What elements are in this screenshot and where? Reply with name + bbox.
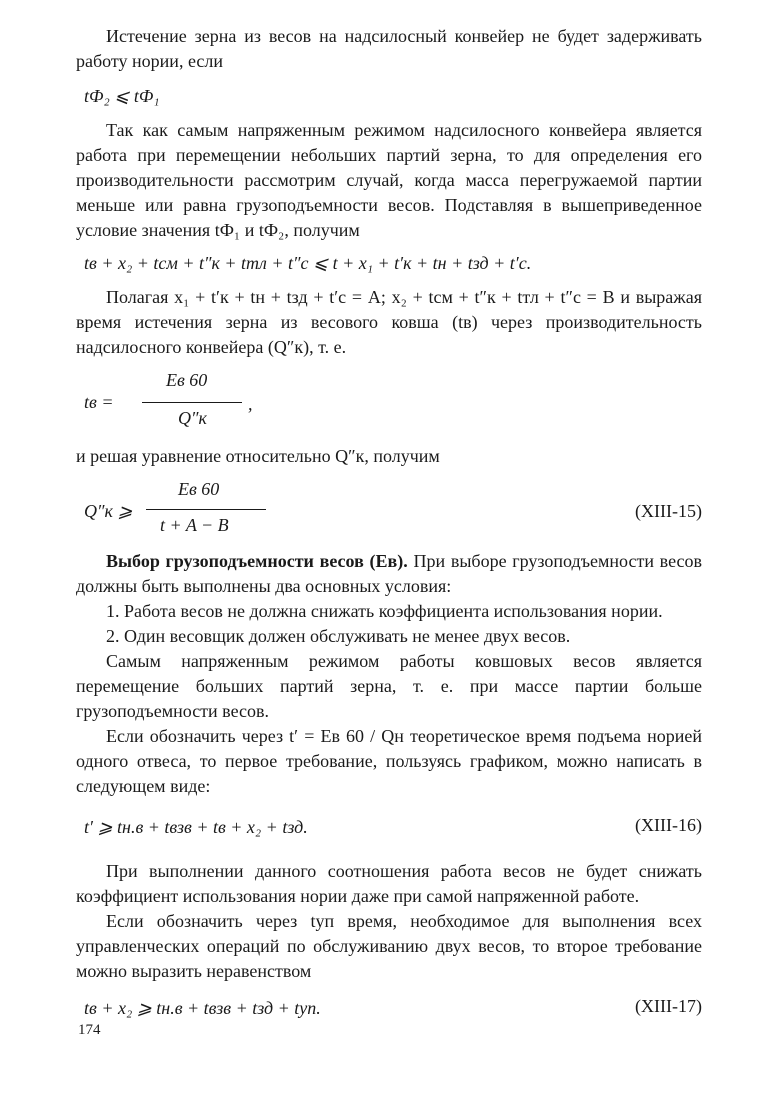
- formula-2-text: tв + x₂ + tсм + t″к + tтл + t″с ⩽ t + x₁ + t′к + tн + tзд + t′с.: [84, 253, 532, 273]
- paragraph-4: и решая уравнение относительно Q″к, получим: [76, 446, 440, 466]
- formula-2: [76, 243, 702, 285]
- fraction-bar: [146, 509, 266, 510]
- formula-1-text: tФ₂ ⩽ tФ₁: [84, 86, 160, 106]
- formula-4: [76, 469, 702, 549]
- formula-4-lhs: Q″к ⩾: [84, 501, 133, 521]
- paragraph-5-text: При выборе грузоподъемности весов должны быть выполнены два основных условия:: [76, 551, 702, 596]
- paragraph-2: Так как самым напряженным режимом надсилосного конвейера является работа при перемещении небольших партий зерна, то для определения его производительности рассмотрим случай, когда масса перегружаемой партии меньше или равна грузоподъемности весов. Подставляя в вышеприведенное условие значения tФ₁ и tФ₂, получим: [76, 120, 702, 240]
- paragraph-6: 1. Работа весов не должна снижать коэффициента использования нории.: [106, 601, 663, 621]
- paragraph-5: [76, 549, 702, 599]
- formula-3-lhs: tв =: [84, 392, 114, 412]
- fraction-bar: [142, 402, 242, 403]
- formula-4-denominator: t + A − B: [160, 515, 229, 535]
- formula-3-numerator: Eв 60: [166, 370, 208, 390]
- formula-6-text: tв + x₂ ⩾ tн.в + tвзв + tзд + tуп.: [84, 998, 321, 1018]
- formula-4-numerator: Eв 60: [178, 479, 220, 499]
- formula-3: [76, 360, 702, 444]
- paragraph-7: 2. Один весовщик должен обслуживать не менее двух весов.: [106, 626, 571, 646]
- formula-6: [76, 984, 702, 1028]
- formula-3-tail: ,: [248, 394, 253, 414]
- paragraph-1: Истечение зерна из весов на надсилосный конвейер не будет задерживать работу нории, если: [76, 26, 702, 71]
- equation-number: (XIII-15): [635, 501, 702, 521]
- equation-number: (XIII-17): [635, 996, 702, 1016]
- page-number: 174: [78, 1022, 101, 1038]
- section-heading: Выбор грузоподъемности весов (Eв).: [106, 551, 408, 571]
- text-column: [76, 24, 702, 1028]
- formula-5: [76, 799, 702, 859]
- paragraph-9: Если обозначить через t′ = Eв 60 / Qн теоретическое время подъема норией одного отвеса, то первое требование, пользуясь графиком, можно написать в следующем виде:: [76, 726, 702, 796]
- equation-number: (XIII-16): [635, 815, 702, 835]
- paragraph-3: Полагая x₁ + t′к + tн + tзд + t′с = A; x₂ + tсм + t″к + tтл + t″с = B и выражая время истечения зерна из весового ковша (tв) через производительность надсилосного конвейера (Q″к), т. е.: [76, 287, 702, 357]
- formula-1: [76, 74, 702, 118]
- formula-3-denominator: Q″к: [178, 408, 207, 428]
- formula-5-text: t′ ⩾ tн.в + tвзв + tв + x₂ + tзд.: [84, 817, 308, 837]
- paragraph-8: Самым напряженным режимом работы ковшовых весов является перемещение больших партий зерна, т. е. при массе партии больше грузоподъемности весов.: [76, 651, 702, 721]
- paragraph-11: Если обозначить через tуп время, необходимое для выполнения всех управленческих операций по обслуживанию двух весов, то второе требование можно выразить неравенством: [76, 911, 702, 981]
- paragraph-10: При выполнении данного соотношения работа весов не будет снижать коэффициент использования нории даже при самой напряженной работе.: [76, 861, 702, 906]
